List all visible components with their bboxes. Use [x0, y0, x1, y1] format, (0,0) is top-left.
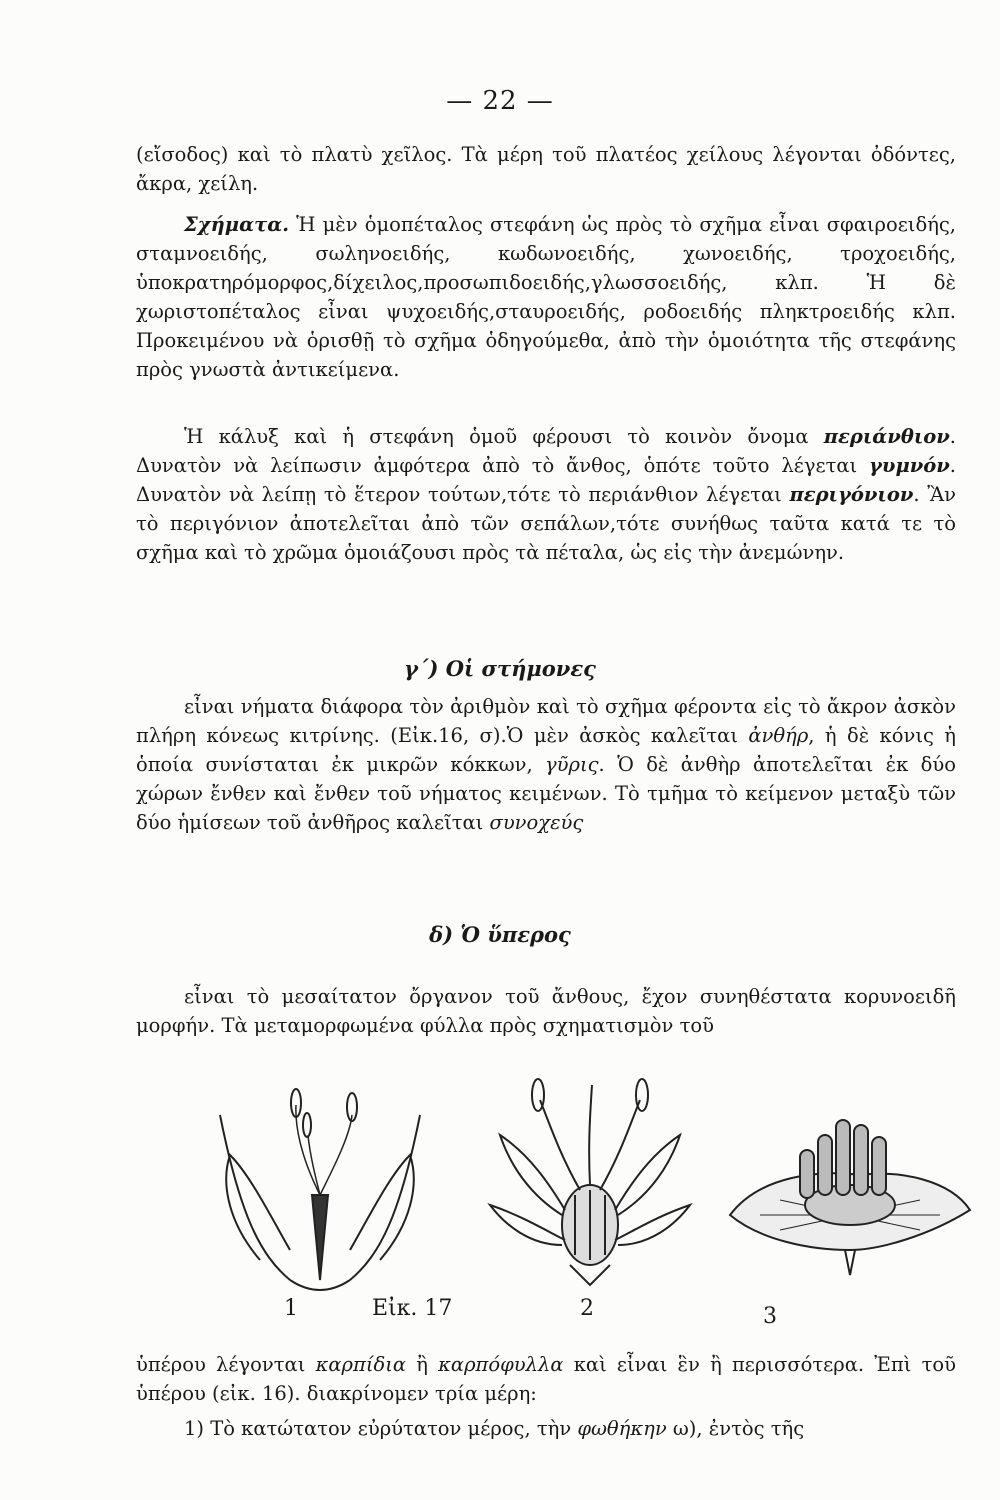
figure-label-1: 1: [284, 1296, 298, 1321]
perianth-text-2: . Δυνατὸν νὰ λείπωσιν ἀμφότερα ἀπὸ τὸ ἄνθος, ὁπότε τοῦτο λέγεται: [136, 425, 956, 477]
schemata-text: Ἡ μὲν ὁμοπέταλος στεφάνη ὡς πρὸς τὸ σχῆμα εἶναι σφαιροειδής, σταμνοειδής, σωληνοειδής, κωδωνοειδής, χωνοειδής, τροχοειδής, ὑποκρατηρόμορφος,δίχειλος,προσωπιδοειδής,γλωσσοειδής, κλπ. Ἡ δὲ χωριστοπέταλος εἶναι ψυχοειδής,σταυροειδής, ροδοειδής πληκτροειδής κλπ. Προκειμένου νὰ ὁρισθῇ τὸ σχῆμα ὁδηγούμεθα, ἀπὸ τὴν ὁμοιότητα τῆς στεφάνης πρὸς γνωστὰ ἀντικείμενα.: [136, 213, 956, 381]
paragraph-1-text: (εἴσοδος) καὶ τὸ πλατὺ χεῖλος. Τὰ μέρη τοῦ πλατέος χείλους λέγονται ὀδόντες, ἄκρα, χείλη.: [136, 143, 956, 195]
figure-caption: Εἰκ. 17: [372, 1296, 453, 1321]
stamens-text-1: εἶναι νήματα διάφορα τὸν ἀριθμὸν καὶ τὸ σχῆμα φέροντα εἰς τὸ ἄκρον ἀσκὸν πλήρη κόνεως κιτρίνης. (Εἰκ.16, σ).Ὁ μὲν ἀσκὸς καλεῖται: [136, 695, 956, 747]
figure-label-2: 2: [580, 1296, 594, 1321]
paragraph-1: [136, 140, 956, 198]
perianth-text-4: . Ἂν τὸ περιγόνιον ἀποτελεῖται ἀπὸ τῶν σεπάλων,τότε συνήθως ταῦτα κατά τε τὸ σχῆμα καὶ τὸ χρῶμα ὁμοιάζουσι πρὸς τὰ πέταλα, ὡς εἰς τὴν ἀνεμώνην.: [136, 483, 956, 564]
figure-17: [200, 1075, 980, 1305]
heading-stamens: γ΄) Οἱ στήμονες: [404, 656, 596, 681]
heading-pistil: δ) Ὁ ὕπερος: [429, 922, 571, 947]
paragraph-stamens: [136, 692, 956, 837]
perianth-text-1: Ἡ κάλυξ καὶ ἡ στεφάνη ὁμοῦ φέρουσι τὸ κοινὸν ὄνομα: [184, 425, 824, 448]
term-perianthion: περιάνθιον: [823, 425, 950, 448]
carpels-text-1: ὑπέρου λέγονται: [136, 1353, 316, 1376]
schemata-title: Σχήματα.: [184, 213, 289, 236]
flower-2-illustration: [490, 1079, 690, 1285]
paragraph-schemata: [136, 210, 956, 384]
paragraph-perianth: [136, 422, 956, 567]
flower-illustrations: [200, 1075, 980, 1305]
term-pollen: γῦρις: [545, 753, 599, 776]
ovary-text: 1) Τὸ κατώτατον εὐρύτατον μέρος, τὴν: [184, 1417, 578, 1440]
term-ovary: φωθήκην: [577, 1417, 667, 1440]
flower-1-illustration: [220, 1089, 420, 1290]
stamens-text-2: , ἡ δὲ κόνις ἡ ὁποία συνίσταται ἐκ μικρῶν κόκκων,: [136, 724, 956, 776]
page-number: — 22 —: [446, 86, 554, 116]
carpels-text-2: ἢ: [406, 1353, 439, 1376]
term-perigonion: περιγόνιον: [789, 483, 914, 506]
flower-3-illustration: [730, 1120, 970, 1275]
paragraph-carpels: [136, 1350, 956, 1408]
term-anther: ἀνθήρ: [748, 724, 809, 747]
paragraph-ovary: [136, 1414, 956, 1443]
figure-label-3: 3: [763, 1304, 777, 1329]
stamens-text-3: . Ὁ δὲ ἀνθὴρ ἀποτελεῖται ἐκ δύο χώρων ἔνθεν καὶ ἔνθεν τοῦ νήματος κειμένων. Τὸ τμῆμα τὸ κείμενον μεταξὺ τῶν δύο ἡμίσεων τοῦ ἀνθῆρος καλεῖται: [136, 753, 956, 834]
paragraph-pistil: [136, 982, 956, 1040]
term-connective: συνοχεύς: [489, 811, 584, 834]
term-gymnon: γυμνόν: [869, 454, 950, 477]
carpels-text-3: καὶ εἶναι ἓν ἢ περισσότερα. Ἐπὶ τοῦ ὑπέρου (εἰκ. 16). διακρίνομεν τρία μέρη:: [136, 1353, 956, 1405]
pistil-text: εἶναι τὸ μεσαίτατον ὄργανον τοῦ ἄνθους, ἔχον συνηθέστατα κορυνοειδῆ μορφήν. Τὰ μεταμορφωμένα φύλλα πρὸς σχηματισμὸν τοῦ: [136, 985, 956, 1037]
term-karpidia: καρπίδια: [315, 1353, 407, 1376]
term-karpofylla: καρπόφυλλα: [438, 1353, 564, 1376]
ovary-tail: ω), ἐντὸς τῆς: [666, 1417, 805, 1440]
perianth-text-3: . Δυνατὸν νὰ λείπῃ τὸ ἕτερον τούτων,τότε τὸ περιάνθιον λέγεται: [136, 454, 956, 506]
